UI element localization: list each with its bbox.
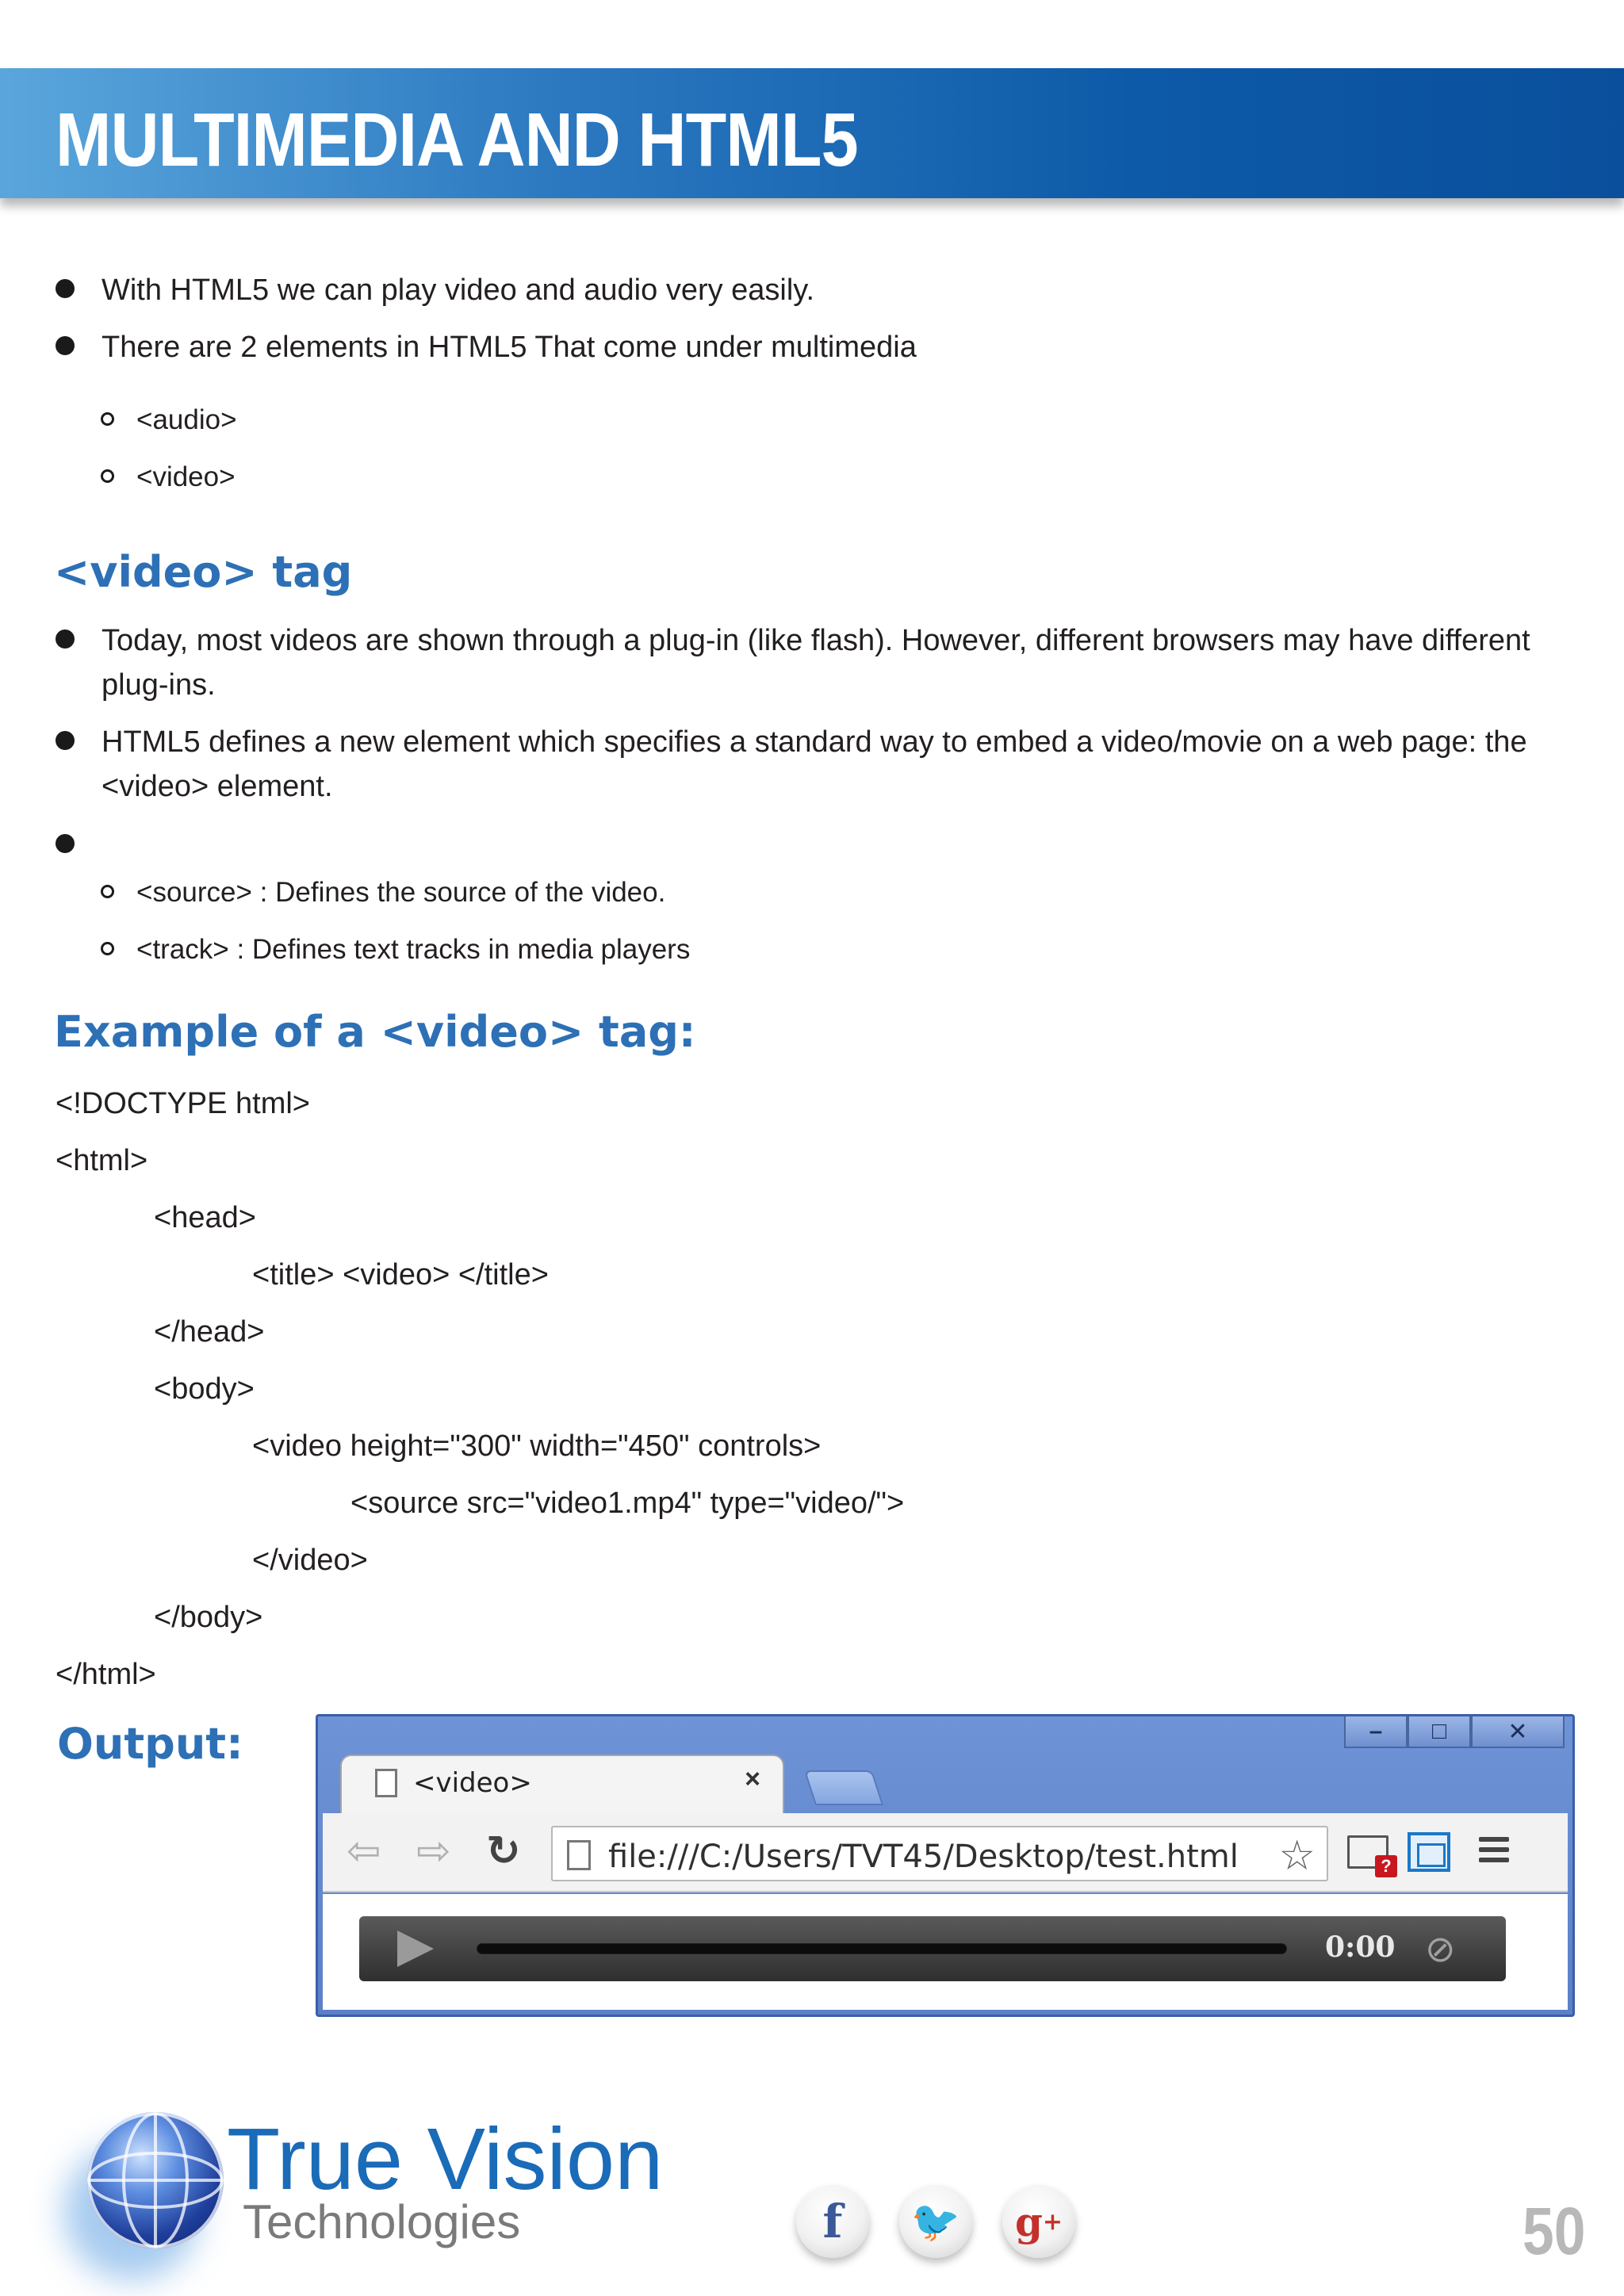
code-line: <body> xyxy=(154,1372,255,1406)
tab-close-icon[interactable]: × xyxy=(745,1764,760,1794)
globe-logo-icon xyxy=(87,2112,224,2248)
facebook-icon[interactable]: f xyxy=(796,2185,869,2258)
bullet-dot xyxy=(56,336,75,355)
seek-bar[interactable] xyxy=(477,1943,1287,1954)
browser-toolbar xyxy=(323,1813,1568,1892)
page-content xyxy=(323,1894,1568,2010)
code-line: </head> xyxy=(154,1315,265,1349)
bullet-dot xyxy=(56,279,75,298)
twitter-icon[interactable]: 🐦 xyxy=(899,2185,972,2258)
address-bar[interactable] xyxy=(551,1826,1328,1881)
sub-item-track: <track> : Defines text tracks in media players xyxy=(136,934,691,965)
browser-window-screenshot xyxy=(316,1714,1575,2017)
code-line: <head> xyxy=(154,1201,256,1234)
sub-bullet-circle xyxy=(101,885,114,898)
code-line: <title> <video> </title> xyxy=(252,1258,549,1292)
player-time: 0:00 xyxy=(1325,1931,1396,1964)
video-player-controls xyxy=(359,1916,1506,1981)
intro-bullet-1: With HTML5 we can play video and audio very easily. xyxy=(102,274,815,307)
browser-tab[interactable] xyxy=(340,1755,784,1815)
minimize-button[interactable]: – xyxy=(1344,1716,1408,1748)
page-number: 50 xyxy=(1522,2194,1586,2268)
extension-cast-icon[interactable]: ? xyxy=(1347,1835,1388,1869)
maximize-button[interactable]: □ xyxy=(1408,1716,1471,1748)
brand-subtitle: Technologies xyxy=(243,2195,521,2248)
header-banner xyxy=(0,68,1624,198)
page-title: MULTIMEDIA AND HTML5 xyxy=(56,98,858,182)
star-icon[interactable]: ☆ xyxy=(1278,1832,1316,1880)
google-plus-icon[interactable]: g + xyxy=(1002,2185,1075,2258)
url-text: file:///C:/Users/TVT45/Desktop/test.html xyxy=(608,1839,1239,1875)
close-window-button[interactable]: ✕ xyxy=(1471,1716,1565,1748)
video-tag-heading: <video> tag xyxy=(54,547,353,597)
menu-icon[interactable] xyxy=(1479,1837,1509,1868)
sub-item-audio: <audio> xyxy=(136,404,237,435)
sub-item-source: <source> : Defines the source of the video. xyxy=(136,877,666,908)
code-line: <html> xyxy=(56,1144,148,1177)
intro-bullet-2: There are 2 elements in HTML5 That come under multimedia xyxy=(102,331,917,364)
window-controls xyxy=(1344,1716,1565,1748)
page-icon xyxy=(375,1769,397,1797)
video-bullet-1: Today, most videos are shown through a plug-in (like flash). However, different browsers may have different plug-ins. xyxy=(102,624,1530,702)
code-line: <video height="300" width="450" controls> xyxy=(252,1429,822,1463)
brand-name: True Vision xyxy=(227,2110,664,2208)
back-arrow-icon[interactable]: ⇦ xyxy=(347,1827,381,1875)
example-heading: Example of a <video> tag: xyxy=(54,1007,696,1057)
sub-bullet-circle xyxy=(101,942,114,955)
forward-arrow-icon[interactable]: ⇨ xyxy=(416,1827,451,1875)
sub-bullet-circle xyxy=(101,469,114,483)
code-line: <!DOCTYPE html> xyxy=(56,1087,310,1120)
reload-icon[interactable]: ↻ xyxy=(486,1827,521,1875)
code-line: <source src="video1.mp4" type="video/"> xyxy=(350,1487,905,1520)
bullet-dot xyxy=(56,629,75,649)
bullet-dot xyxy=(56,731,75,750)
tab-title: <video> xyxy=(413,1767,532,1799)
sub-item-video: <video> xyxy=(136,461,236,492)
sub-bullet-circle xyxy=(101,412,114,426)
extension-window-icon[interactable] xyxy=(1408,1832,1450,1872)
new-tab-button[interactable] xyxy=(804,1770,883,1805)
code-line: </video> xyxy=(252,1544,368,1577)
video-bullet-2: HTML5 defines a new element which specifies a standard way to embed a video/movie on a web page: the <video> element. xyxy=(102,725,1527,803)
page-icon xyxy=(567,1840,591,1870)
code-line: </body> xyxy=(154,1601,263,1634)
bullet-dot xyxy=(56,834,75,853)
mute-icon[interactable]: ⊘ xyxy=(1425,1927,1456,1970)
play-icon[interactable] xyxy=(397,1931,434,1967)
output-label: Output: xyxy=(57,1719,243,1769)
code-line: </html> xyxy=(56,1658,156,1691)
